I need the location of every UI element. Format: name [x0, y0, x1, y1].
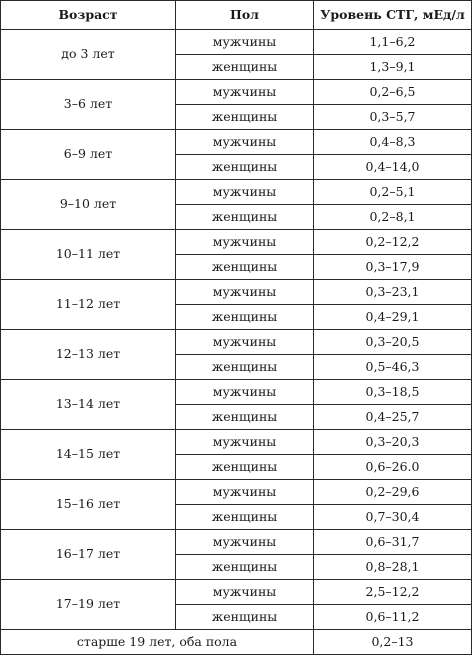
header-row	[1, 1, 472, 30]
sex-cell: мужчины	[176, 180, 314, 205]
header-sex: Пол	[176, 1, 314, 30]
table-row	[1, 480, 472, 505]
value-cell: 0,3–17,9	[314, 255, 472, 280]
age-cell: 12–13 лет	[1, 330, 176, 380]
header-age: Возраст	[1, 1, 176, 30]
sex-cell: мужчины	[176, 430, 314, 455]
value-cell: 0,2–29,6	[314, 480, 472, 505]
age-cell: 14–15 лет	[1, 430, 176, 480]
table-body	[1, 30, 472, 655]
value-cell: 0,3–23,1	[314, 280, 472, 305]
sex-cell: женщины	[176, 305, 314, 330]
value-cell: 0,7–30,4	[314, 505, 472, 530]
sex-cell: женщины	[176, 505, 314, 530]
value-cell: 0,4–14,0	[314, 155, 472, 180]
table-row	[1, 230, 472, 255]
value-cell: 1,3–9,1	[314, 55, 472, 80]
age-cell: 15–16 лет	[1, 480, 176, 530]
sex-cell: мужчины	[176, 30, 314, 55]
value-cell: 0,5–46,3	[314, 355, 472, 380]
table-row	[1, 280, 472, 305]
value-cell: 0,6–26.0	[314, 455, 472, 480]
footer-row	[1, 630, 472, 655]
age-cell: 13–14 лет	[1, 380, 176, 430]
sex-cell: женщины	[176, 405, 314, 430]
sex-cell: мужчины	[176, 330, 314, 355]
age-cell: 3–6 лет	[1, 80, 176, 130]
sex-cell: женщины	[176, 605, 314, 630]
value-cell: 0,2–6,5	[314, 80, 472, 105]
table-row	[1, 430, 472, 455]
footer-label: старше 19 лет, оба пола	[1, 630, 314, 655]
table-row	[1, 380, 472, 405]
value-cell: 1,1–6,2	[314, 30, 472, 55]
sex-cell: мужчины	[176, 230, 314, 255]
age-cell: 10–11 лет	[1, 230, 176, 280]
table-row	[1, 30, 472, 55]
sex-cell: женщины	[176, 255, 314, 280]
value-cell: 0,3–5,7	[314, 105, 472, 130]
table-row	[1, 180, 472, 205]
table-row	[1, 580, 472, 605]
value-cell: 0,3–18,5	[314, 380, 472, 405]
sex-cell: женщины	[176, 155, 314, 180]
table-row	[1, 80, 472, 105]
sex-cell: женщины	[176, 355, 314, 380]
sex-cell: мужчины	[176, 530, 314, 555]
value-cell: 0,3–20,5	[314, 330, 472, 355]
age-cell: до 3 лет	[1, 30, 176, 80]
value-cell: 0,2–12,2	[314, 230, 472, 255]
sex-cell: женщины	[176, 55, 314, 80]
sex-cell: женщины	[176, 105, 314, 130]
sex-cell: мужчины	[176, 380, 314, 405]
value-cell: 0,8–28,1	[314, 555, 472, 580]
age-cell: 9–10 лет	[1, 180, 176, 230]
sex-cell: женщины	[176, 205, 314, 230]
sex-cell: мужчины	[176, 280, 314, 305]
value-cell: 0,6–11,2	[314, 605, 472, 630]
table-row	[1, 530, 472, 555]
value-cell: 0,4–25,7	[314, 405, 472, 430]
age-cell: 11–12 лет	[1, 280, 176, 330]
sex-cell: женщины	[176, 555, 314, 580]
value-cell: 0,2–5,1	[314, 180, 472, 205]
sex-cell: мужчины	[176, 80, 314, 105]
footer-value: 0,2–13	[314, 630, 472, 655]
value-cell: 0,3–20,3	[314, 430, 472, 455]
sex-cell: мужчины	[176, 130, 314, 155]
value-cell: 0,4–29,1	[314, 305, 472, 330]
value-cell: 0,4–8,3	[314, 130, 472, 155]
table-row	[1, 330, 472, 355]
value-cell: 0,6–31,7	[314, 530, 472, 555]
value-cell: 2,5–12,2	[314, 580, 472, 605]
age-cell: 6–9 лет	[1, 130, 176, 180]
value-cell: 0,2–8,1	[314, 205, 472, 230]
sex-cell: женщины	[176, 455, 314, 480]
age-cell: 17–19 лет	[1, 580, 176, 630]
age-cell: 16–17 лет	[1, 530, 176, 580]
sex-cell: мужчины	[176, 580, 314, 605]
header-stg-level: Уровень СТГ, мЕд/л	[314, 1, 472, 30]
sex-cell: мужчины	[176, 480, 314, 505]
table-row	[1, 130, 472, 155]
